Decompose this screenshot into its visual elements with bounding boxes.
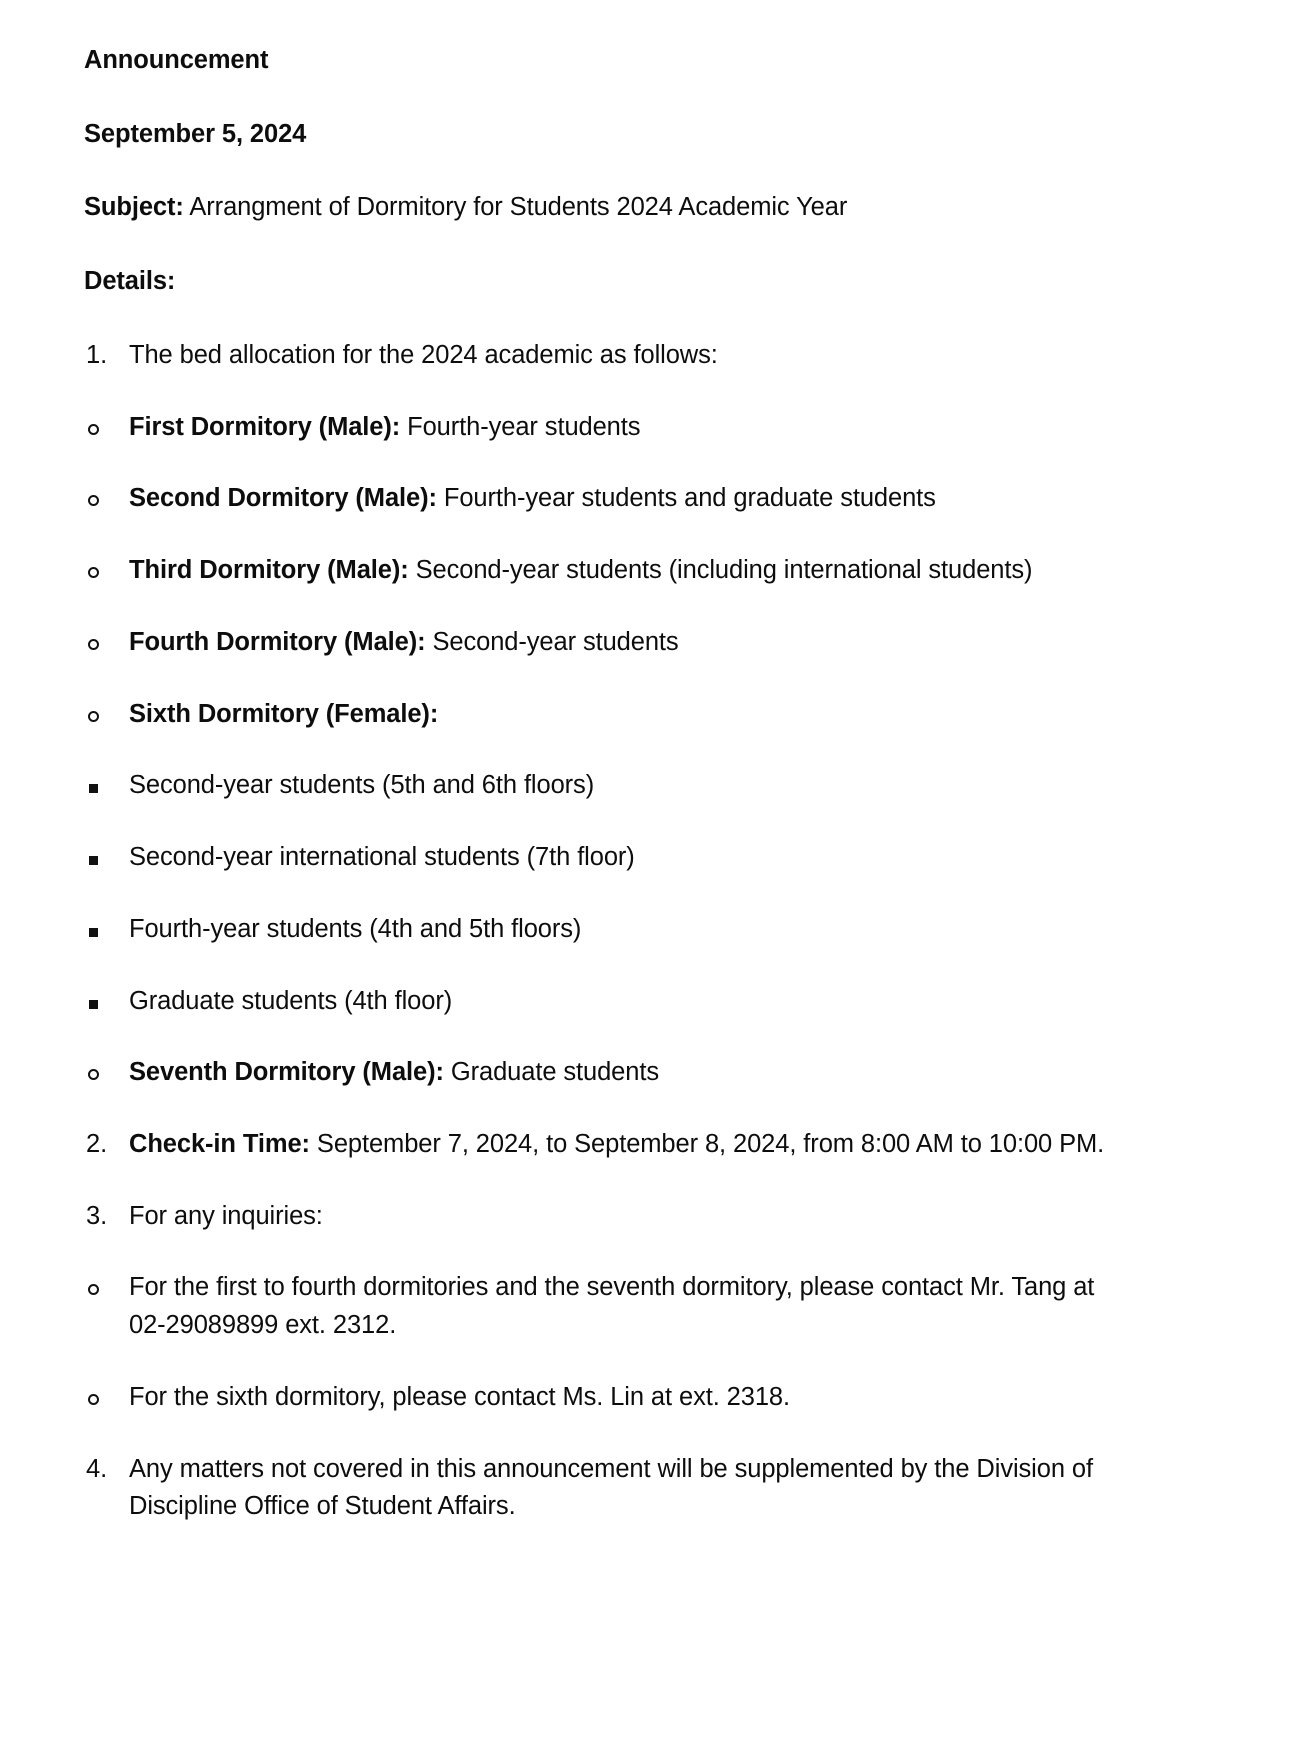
circle-bullet-icon bbox=[84, 409, 129, 447]
list-text-4: Any matters not covered in this announcement will be supplemented by the Division of Discipline Office of Student Affairs. bbox=[129, 1454, 1093, 1521]
dorm-second-text: Fourth-year students and graduate students bbox=[436, 484, 936, 513]
inquiry-text-1: For the first to fourth dormitories and the seventh dormitory, please contact Mr. Tang at 02-29089899 ext. 2312. bbox=[129, 1273, 1095, 1340]
square-bullet-icon bbox=[84, 983, 129, 1021]
circle-bullet-icon bbox=[84, 624, 129, 662]
list-text-1: The bed allocation for the 2024 academic as follows: bbox=[129, 340, 718, 369]
circle-bullet-icon bbox=[84, 1269, 129, 1344]
circle-bullet-icon bbox=[84, 1379, 129, 1417]
subject-value: Arrangment of Dormitory for Students 2024 Academic Year bbox=[183, 193, 848, 222]
floor-text-1: Second-year students (5th and 6th floors) bbox=[129, 771, 595, 800]
dorm-seventh-content bbox=[129, 1054, 1124, 1092]
details-label: Details: bbox=[84, 267, 176, 296]
dorm-first-content bbox=[129, 409, 1124, 447]
floor-text-2: Second-year international students (7th floor) bbox=[129, 843, 635, 872]
dorm-fourth-label: Fourth Dormitory (Male): bbox=[129, 627, 426, 656]
list-marker-4: 4. bbox=[86, 1454, 108, 1483]
document-subject-line bbox=[84, 189, 1228, 227]
list-item-inquiry-1 bbox=[84, 1269, 1228, 1344]
dorm-third-label: Third Dormitory (Male): bbox=[129, 556, 409, 585]
dorm-fourth-content bbox=[129, 624, 1124, 662]
dorm-third-text: Second-year students (including international students) bbox=[408, 556, 1033, 585]
document-title: Announcement bbox=[84, 46, 269, 74]
dorm-second-content bbox=[129, 480, 1124, 518]
list-item-2 bbox=[84, 1126, 1228, 1164]
square-bullet-icon bbox=[84, 839, 129, 877]
dorm-sixth-content bbox=[129, 696, 1124, 734]
circle-bullet-icon bbox=[84, 696, 129, 734]
inquiry-text-2: For the sixth dormitory, please contact Ms. Lin at ext. 2318. bbox=[129, 1382, 790, 1411]
dorm-first-text: Fourth-year students bbox=[400, 412, 641, 441]
list-item-dorm-seventh bbox=[84, 1054, 1228, 1092]
list-item-floor-3 bbox=[84, 911, 1228, 949]
floor-text-4: Graduate students (4th floor) bbox=[129, 986, 453, 1015]
list-item-floor-1 bbox=[84, 767, 1228, 805]
list-item-4 bbox=[84, 1451, 1228, 1526]
list-item-floor-2 bbox=[84, 839, 1228, 877]
dorm-seventh-text: Graduate students bbox=[443, 1058, 659, 1087]
square-bullet-icon bbox=[84, 911, 129, 949]
dorm-third-content bbox=[129, 552, 1124, 590]
list-item-inquiry-2 bbox=[84, 1379, 1228, 1417]
dorm-sixth-label: Sixth Dormitory (Female): bbox=[129, 699, 439, 728]
list-item-dorm-first bbox=[84, 409, 1228, 447]
subject-label: Subject: bbox=[84, 193, 184, 222]
list-item-floor-4 bbox=[84, 983, 1228, 1021]
list-text-3: For any inquiries: bbox=[129, 1201, 323, 1230]
circle-bullet-icon bbox=[84, 552, 129, 590]
checkin-label: Check-in Time: bbox=[129, 1130, 310, 1159]
dorm-fourth-text: Second-year students bbox=[425, 627, 679, 656]
square-bullet-icon bbox=[84, 767, 129, 805]
list-item-dorm-second bbox=[84, 480, 1228, 518]
list-item-3 bbox=[84, 1198, 1228, 1236]
list-marker-1: 1. bbox=[86, 340, 108, 369]
circle-bullet-icon bbox=[84, 1054, 129, 1092]
list-item-dorm-fourth bbox=[84, 624, 1228, 662]
dorm-seventh-label: Seventh Dormitory (Male): bbox=[129, 1058, 444, 1087]
dorm-first-label: First Dormitory (Male): bbox=[129, 412, 401, 441]
dorm-second-label: Second Dormitory (Male): bbox=[129, 484, 437, 513]
floor-text-3: Fourth-year students (4th and 5th floors) bbox=[129, 914, 582, 943]
list-item-dorm-sixth bbox=[84, 696, 1228, 734]
list-marker-3: 3. bbox=[86, 1201, 108, 1230]
list-text-2 bbox=[129, 1126, 1124, 1164]
list-marker-2: 2. bbox=[86, 1130, 108, 1159]
checkin-value: September 7, 2024, to September 8, 2024, from 8:00 AM to 10:00 PM. bbox=[309, 1130, 1105, 1159]
document-date: September 5, 2024 bbox=[84, 119, 307, 148]
list-item-dorm-third bbox=[84, 552, 1228, 590]
circle-bullet-icon bbox=[84, 480, 129, 518]
list-item-1 bbox=[84, 337, 1228, 375]
